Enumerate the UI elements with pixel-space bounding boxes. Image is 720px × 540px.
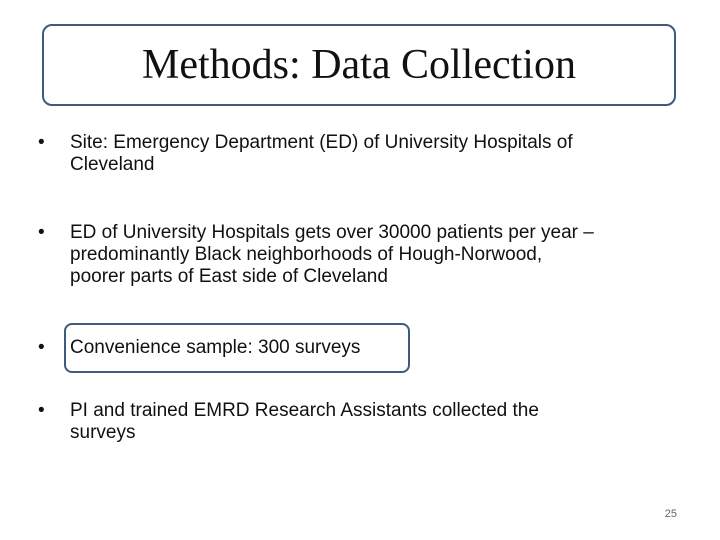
bullet-text	[70, 132, 680, 176]
bullet-dot: •	[38, 400, 45, 421]
bullet-line: ED of University Hospitals gets over 30000 patients per year –	[70, 222, 594, 243]
bullet-dot: •	[38, 132, 45, 153]
page-number: 25	[664, 508, 677, 520]
bullet-dot: •	[38, 222, 45, 243]
bullet-line: predominantly Black neighborhoods of Hough-Norwood,	[70, 244, 543, 265]
bullet-line: poorer parts of East side of Cleveland	[70, 266, 388, 287]
bullet-line: Cleveland	[70, 154, 155, 175]
bullet-text	[70, 222, 680, 288]
bullet-line: surveys	[70, 422, 136, 443]
bullet-text	[70, 337, 680, 359]
bullet-dot: •	[38, 337, 45, 358]
bullet-line: Site: Emergency Department (ED) of University Hospitals of	[70, 132, 573, 153]
bullet-line: PI and trained EMRD Research Assistants collected the	[70, 400, 539, 421]
bullet-line: Convenience sample: 300 surveys	[70, 337, 361, 358]
slide-title: Methods: Data Collection	[142, 42, 576, 88]
bullet-text	[70, 400, 680, 444]
